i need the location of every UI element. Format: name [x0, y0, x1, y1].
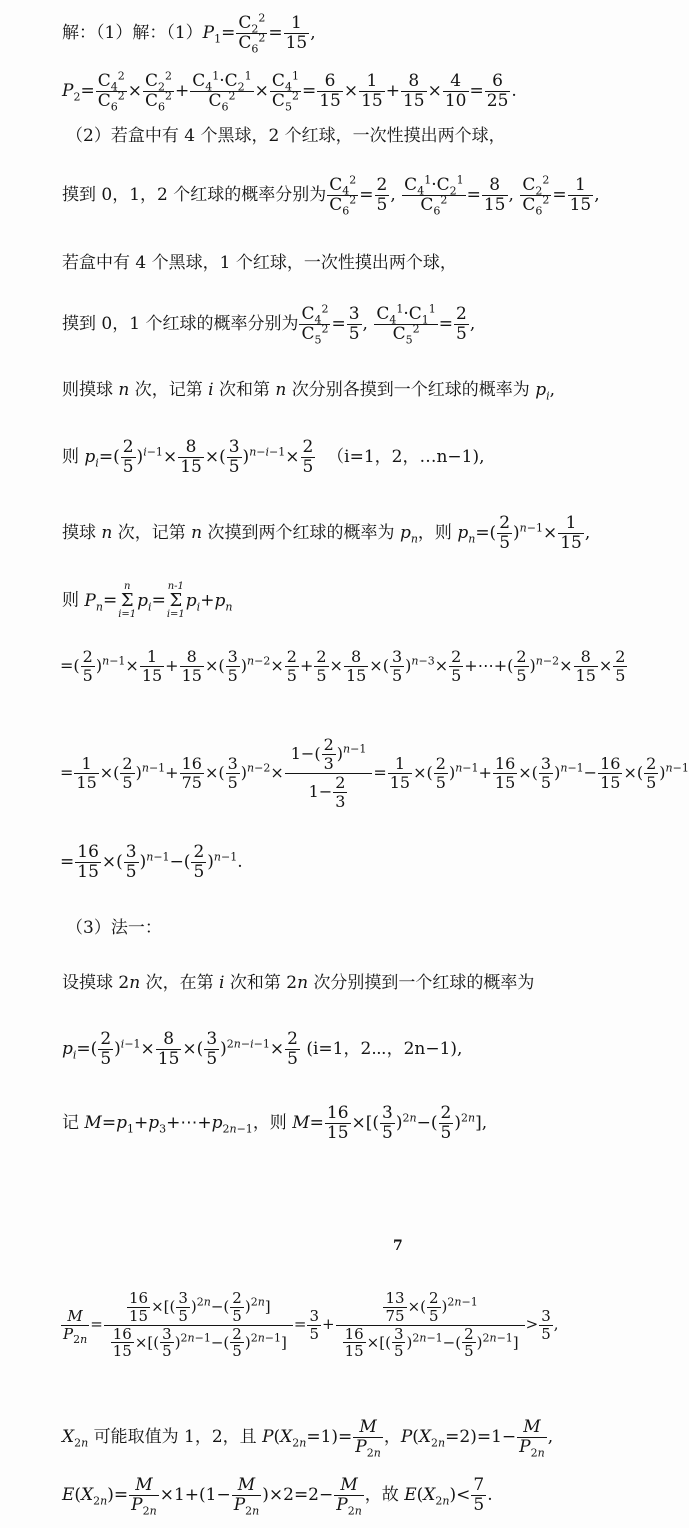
line-20: $E(X_{2n})=$ $\frac{M}{P_{2n}}$ ×1+(1− $\frac{M}{P_{2n}}$ )×2=2− $\frac{M}{P_{2n}}$ ，故 $E(X_{2n})<$ $\frac{7}{5}$ .	[62, 1475, 493, 1518]
line-3: （2）若盒中有 4 个黑球，2 个红球，一次性摸出两个球，	[66, 126, 506, 146]
line-8: 则 $p_i=$( $\frac{2}{5}$ )$^{i-1}$× $\frac{8}{15}$ ×( $\frac{3}{5}$ )$^{n-i-1}$× $\frac{2}{5}$ （i=1，2，…n−1),	[62, 437, 485, 478]
line-7: 则摸球 n 次，记第 i 次和第 n 次分别各摸到一个红球的概率为 $p_i$,	[62, 380, 556, 403]
line-14: （3）法一：	[66, 918, 162, 938]
line-18: $\frac{M}{P_{2n}}$ = $\frac{16}{15}$ ×[( $\frac{3}{5}$ )$^{2n}$−( $\frac{2}{5}$ )$^{2n}$] $\frac{16}{15}$ ×[( $\frac{3}{5}$ )$^{2n-1}$−( $\frac{2}{5}$ )$^{2n-1}$] = $\frac{3}{5}$ + $\frac{13}{75}$ ×( $\frac{2}{5}$ )$^{2n-1}$ $\frac{16}{15}$ ×[( $\frac{3}{5}$ )$^{2n-1}$−( $\frac{2}{5}$ )$^{2n-1}$] > $\frac{3}{5}$ ,	[63, 1289, 559, 1361]
line-11: =( $\frac{2}{5}$ )$^{n-1}$× $\frac{1}{15}$ + $\frac{8}{15}$ ×( $\frac{3}{5}$ )$^{n-2}$× $\frac{2}{5}$ + $\frac{2}{5}$ × $\frac{8}{15}$ ×( $\frac{3}{5}$ )$^{n-3}$× $\frac{2}{5}$ +⋯+( $\frac{2}{5}$ )$^{n-2}$× $\frac{8}{15}$ × $\frac{2}{5}$	[60, 647, 626, 685]
page-number: 7	[393, 1238, 403, 1254]
solution-label: 解：（1）解：（1）	[62, 23, 203, 44]
line-1: 解：（1）解：$(1)P_1=$ $\frac{C_2^2}{C_6^2}$ = $\frac{1}{15}$ ,	[62, 11, 316, 56]
text-segment: 摸到 0，1，2 个红球的概率分别为	[62, 185, 327, 206]
line-12: = $\frac{1}{15}$ ×( $\frac{2}{5}$ )$^{n-1}$+ $\frac{16}{75}$ ×( $\frac{3}{5}$ )$^{n-2}$× 1−( $\frac{2}{3}$ )$^{n-1}$ 1− $\frac{2}{3}$ = $\frac{1}{15}$ ×( $\frac{2}{5}$ )$^{n-1}$+ $\frac{16}{15}$ ×( $\frac{3}{5}$ )$^{n-1}$− $\frac{16}{15}$ ×( $\frac{2}{5}$ )$^{n-1}$	[60, 735, 689, 811]
line-19: $X_{2n}$ 可能取值为 1，2，且 $P(X_{2n}=1)=$ $\frac{M}{P_{2n}}$ ，$P(X_{2n}=2)=1-$ $\frac{M}{P_{2n}}$ ,	[62, 1417, 554, 1460]
line-13: = $\frac{16}{15}$ ×( $\frac{3}{5}$ )$^{n-1}$−( $\frac{2}{5}$ )$^{n-1}$.	[60, 842, 243, 883]
line-16: $p_i=$( $\frac{2}{5}$ )$^{i-1}$× $\frac{8}{15}$ ×( $\frac{3}{5}$ )$^{2n-i-1}$× $\frac{2}{5}$ (i=1，2⋯，2n−1),	[62, 1029, 463, 1070]
line-15: 设摸球 2n 次，在第 i 次和第 2n 次分别摸到一个红球的概率为	[62, 973, 535, 993]
fraction: $\frac{C_2^2}{C_6^2}$	[238, 11, 266, 56]
line-4: 摸到 0，1，2 个红球的概率分别为 $\frac{C_4^2}{C_6^2}$ = $\frac{2}{5}$ , $\frac{C_4^1\cdot C_2^1}{C_6^2}$ = $\frac{8}{15}$ , $\frac{C_2^2}{C_6^2}$ = $\frac{1}{15}$ ,	[62, 173, 600, 218]
line-10: 则 $P_n=$ n Σ i=1 $p_i=$ n-1 Σ i=1 $p_i+p_n$	[62, 581, 233, 620]
line-5: 若盒中有 4 个黑球，1 个红球，一次性摸出两个球，	[62, 253, 457, 273]
fraction: $\frac{1}{15}$	[285, 13, 308, 54]
text-segment: 摸到 0，1 个红球的概率分别为	[62, 314, 299, 335]
line-9: 摸球 n 次，记第 n 次摸到两个红球的概率为 $p_n$，则 $p_n=$( $\frac{2}{5}$ )$^{n-1}$× $\frac{1}{15}$ ,	[62, 513, 591, 554]
line-17: 记 $M=p_1+p_3+\cdots+p_{2n-1}$，则 M= $\frac{16}{15}$ ×[( $\frac{3}{5}$ )$^{2n}$−( $\frac{2}{5}$ )$^{2n}$],	[62, 1103, 488, 1144]
line-2: $P_2=$ $\frac{C_4^2}{C_6^2}$ × $\frac{C_2^2}{C_6^2}$ + $\frac{C_4^1\cdot C_2^1}{C_6^2}$ × $\frac{C_4^1}{C_5^2}$ = $\frac{6}{15}$ × $\frac{1}{15}$ + $\frac{8}{15}$ × $\frac{4}{10}$ = $\frac{6}{25}$ .	[62, 69, 517, 114]
line-6: 摸到 0，1 个红球的概率分别为 $\frac{C_4^2}{C_5^2}$ = $\frac{3}{5}$ , $\frac{C_4^1\cdot C_1^1}{C_5^2}$ = $\frac{2}{5}$ ,	[62, 302, 476, 347]
